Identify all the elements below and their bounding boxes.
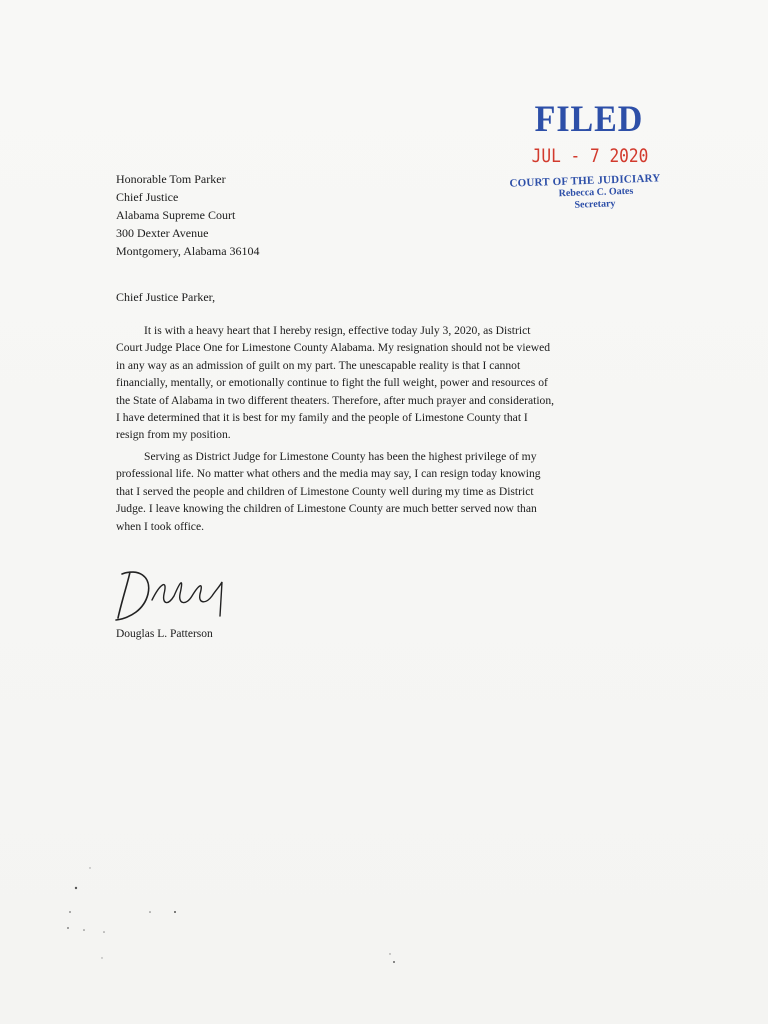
salutation: Chief Justice Parker, [116, 290, 216, 304]
signer-name: Douglas L. Patterson [116, 628, 213, 640]
paragraph-1-text: It is with a heavy heart that I hereby resign, effective today July 3, 2020, as District Court Judge Place One for Limestone County Alabama. My resignation should not be viewed in any way as an admission of guilt on my part. The unescapable reality is that I cannot financially, mentally, or emotionally continue to fight the full weight, power and resources of the State of Alabama in two different theaters. Therefore, after much prayer and consideration, I have determined that it is best for my family and the people of Limestone County that I resign from my position. [116, 324, 555, 442]
handwritten-signature [108, 560, 248, 630]
stamp-filed-label: FILED [534, 99, 644, 140]
address-line: Montgomery, Alabama 36104 [116, 244, 260, 258]
filed-stamp [500, 98, 670, 211]
stamp-secretary-title: Secretary [574, 198, 616, 211]
recipient-address [116, 170, 260, 260]
paragraph-2-text: Serving as District Judge for Limestone County has been the highest privilege of my professional life. No matter what others and the media may say, I can resign today knowing that I served the people and children of Limestone County well during my time as District Judge. I leave knowing the children of Limestone County are much better served now than when I took office. [116, 450, 541, 533]
stamp-secretary-name: Rebecca C. Oates [558, 185, 634, 200]
body-paragraph-2 [116, 448, 556, 535]
address-line: Chief Justice [116, 190, 179, 204]
stamp-date: JUL - 7 2020 [531, 145, 649, 167]
address-line: Honorable Tom Parker [116, 172, 226, 186]
address-line: 300 Dexter Avenue [116, 226, 209, 240]
address-line: Alabama Supreme Court [116, 208, 236, 222]
stamp-court-name: COURT OF THE JUDICIARY [509, 172, 661, 190]
body-paragraph-1 [116, 322, 556, 444]
